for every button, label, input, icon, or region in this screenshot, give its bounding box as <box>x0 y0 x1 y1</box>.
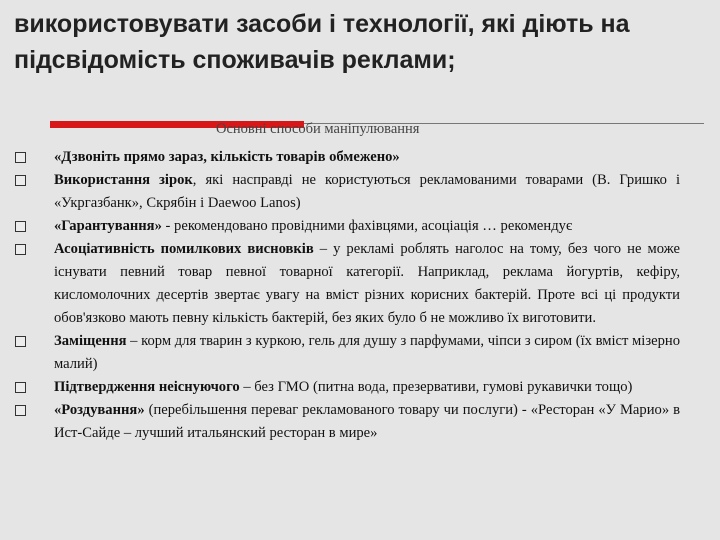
slide-title: використовувати засоби і технології, які діють на підсвідомість споживачів реклами; <box>14 10 630 74</box>
list-item <box>0 215 720 238</box>
list-item-rest: (перебільшення переваг рекламованого товару чи послуги) - «Ресторан «У Марио» в Ист-Сайде – лучший итальянский ресторан в мире» <box>54 402 680 441</box>
list-item <box>0 399 720 445</box>
list-item-rest: , які насправді не користуються рекламованими товарами (В. Гришко і «Укргазбанк», Скрябін і Daewoo Lanos) <box>54 172 680 211</box>
list-item <box>0 330 720 376</box>
list-item-bold: «Гарантування» <box>54 218 162 234</box>
list-item <box>0 146 720 169</box>
list-item-bold: Заміщення <box>54 333 127 349</box>
list-item-rest: – у рекламі роблять наголос на тому, без чого не може існувати певний товар певної товарної категорії. Наприклад, реклама йогуртів, кефіру, кисломолочних десертів звертає увагу на вміст різних корисних бактерій. Проте всі ці продукти обов'язково мають певну кількість бактерій, без яких було б не можливо їх виготовити. <box>54 241 680 326</box>
list-item-bold: Використання зірок <box>54 172 193 188</box>
list-item-bold: «Дзвоніть прямо зараз, кількість товарів обмежено» <box>54 149 400 165</box>
list-item-bold: Підтвердження неіснуючого <box>54 379 240 395</box>
list-item <box>0 169 720 215</box>
hollow-square-bullet-icon <box>15 152 26 163</box>
list-item-text <box>54 215 680 238</box>
list-item-rest: – без ГМО (питна вода, презервативи, гумові рукавички тощо) <box>239 379 633 395</box>
list-item-text <box>54 399 680 445</box>
list-item-bold: Асоціативність помилкових висновків <box>54 241 314 257</box>
list-item-text <box>54 146 680 169</box>
hollow-square-bullet-icon <box>15 405 26 416</box>
list-item <box>0 238 720 330</box>
list-item-bold: «Роздування» <box>54 402 145 418</box>
hollow-square-bullet-icon <box>15 382 26 393</box>
hollow-square-bullet-icon <box>15 244 26 255</box>
section-subheading: Основні способи маніпулювання <box>216 121 420 137</box>
list-item-text <box>54 330 680 376</box>
hollow-square-bullet-icon <box>15 221 26 232</box>
manipulation-methods-list <box>0 146 720 445</box>
list-item-text <box>54 238 680 330</box>
list-item-rest: - рекомендовано провідними фахівцями, асоціація … рекомендує <box>161 218 573 234</box>
hollow-square-bullet-icon <box>15 336 26 347</box>
list-item <box>0 376 720 399</box>
list-item-text <box>54 169 680 215</box>
list-item-rest: – корм для тварин з куркою, гель для душу з парфумами, чіпси з сиром (їх вміст мізерно малий) <box>54 333 680 372</box>
list-item-text <box>54 376 680 399</box>
hollow-square-bullet-icon <box>15 175 26 186</box>
